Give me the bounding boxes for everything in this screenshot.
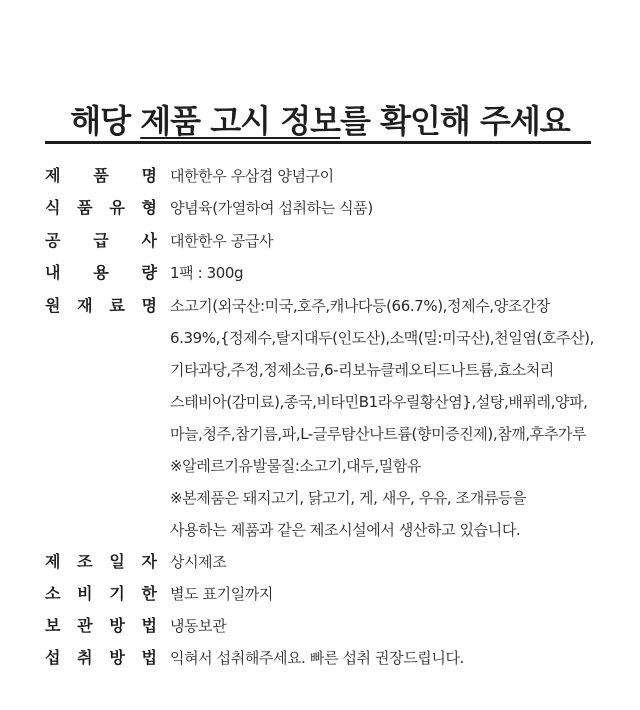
info-label: 공 급 사 (45, 231, 157, 250)
ingredients-line: 기타과당,주정,정제소금,6-리보뉴클레오티드나트륨,효소처리 (170, 361, 554, 379)
ingredients-line: 스테비아(감미료),종국,비타민B1라우릴황산염},설탕,배퓌레,양파, (170, 393, 588, 411)
ingredients-line: 6.39%,{정제수,탈지대두(인도산),소맥(밀:미국산),천일염(호주산), (170, 329, 594, 347)
info-value (170, 290, 635, 546)
ingredients-line: 소고기(외국산:미국,호주,캐나다등(66.7%),정제수,양조간장 (170, 297, 551, 315)
info-label: 내 용 량 (45, 263, 157, 282)
info-label: 원 재 료 명 (45, 296, 157, 315)
info-label: 제 품 명 (45, 166, 157, 185)
info-value: 대한한우 공급사 (170, 232, 273, 250)
info-label: 제 조 일 자 (45, 552, 157, 571)
info-value: 대한한우 우삼겹 양념구이 (170, 167, 334, 185)
page-title (0, 99, 640, 143)
info-value: 상시제조 (170, 553, 227, 571)
title-suffix: 를 확인해 주세요 (340, 102, 570, 141)
info-value: 냉동보관 (170, 617, 227, 635)
info-value: 별도 표기일까지 (170, 585, 273, 603)
info-value: 양념육(가열하여 섭취하는 식품) (170, 199, 373, 217)
title-divider (45, 141, 591, 144)
facility-notice: ※본제품은 돼지고기, 닭고기, 게, 새우, 우유, 조개류등을 (170, 489, 527, 507)
info-label: 식 품 유 형 (45, 198, 157, 217)
allergen-notice: ※알레르기유발물질:소고기,대두,밀함유 (170, 457, 421, 475)
title-prefix: 해당 (70, 102, 141, 141)
info-value: 익혀서 섭취해주세요. 빠른 섭취 권장드립니다. (170, 649, 464, 667)
info-value: 1팩 : 300g (170, 264, 244, 282)
ingredients-line: 마늘,청주,참기름,파,L-글루탐산나트륨(향미증진제),참깨,후추가루 (170, 425, 587, 443)
facility-notice: 사용하는 제품과 같은 제조시설에서 생산하고 있습니다. (170, 521, 521, 539)
title-underlined-phrase: 제품 고시 정보 (140, 102, 341, 141)
info-label: 소 비 기 한 (45, 584, 157, 603)
info-label: 보 관 방 법 (45, 616, 157, 635)
info-label: 섭 취 방 법 (45, 648, 157, 667)
